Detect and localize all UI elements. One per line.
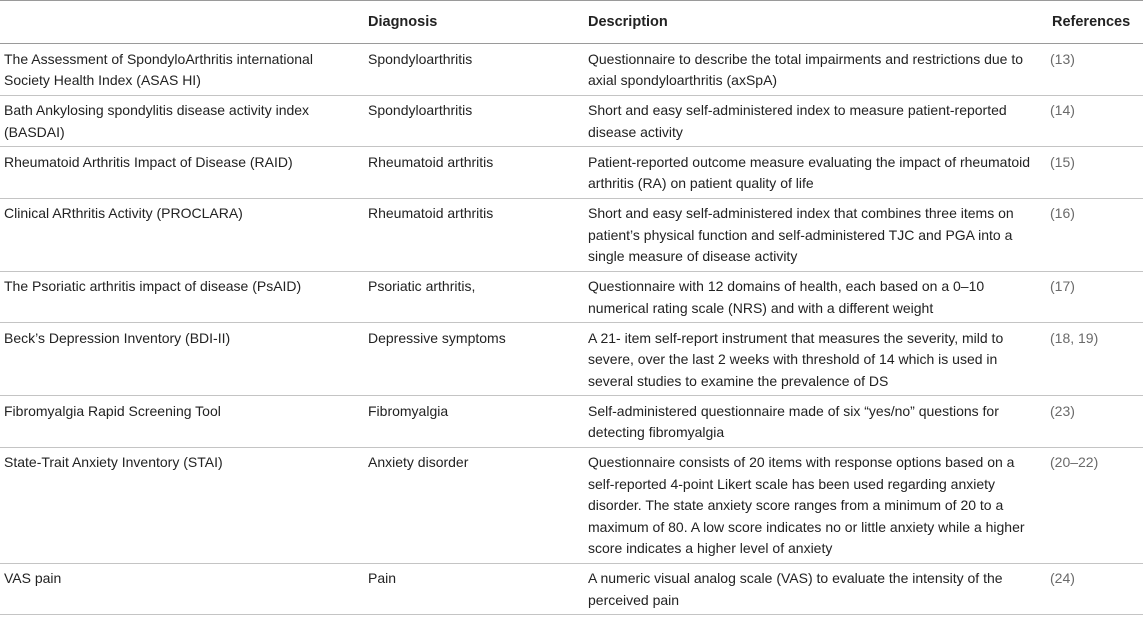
description-cell: A numeric visual analog scale (VAS) to evaluate the intensity of the perceived pain — [588, 570, 1003, 608]
reference-link[interactable]: (17) — [1050, 278, 1075, 294]
description-cell: Questionnaire with 12 domains of health, each based on a 0–10 numerical rating scale (NRS) and with a different weight — [588, 278, 985, 316]
diagnosis-cell: Pain — [368, 570, 397, 586]
description-cell: Short and easy self-administered index to measure patient-reported disease activity — [588, 102, 1007, 140]
description-cell: A 21- item self-report instrument that measures the severity, mild to severe, over the last 2 weeks with threshold of 14 which is used in several studies to examine the prevalence of DS — [588, 329, 1004, 389]
instrument-cell: State-Trait Anxiety Inventory (STAI) — [4, 454, 223, 470]
instrument-cell: Clinical ARthritis Activity (PROCLARA) — [4, 205, 243, 221]
reference-link[interactable]: (24) — [1050, 570, 1075, 586]
header-diagnosis: Diagnosis — [368, 14, 438, 30]
instrument-cell: VAS pain — [4, 570, 62, 586]
diagnosis-cell: Spondyloarthritis — [368, 102, 473, 118]
table-body — [0, 44, 1143, 615]
header-row — [0, 1, 1143, 44]
instrument-cell: The Assessment of SpondyloArthritis international Society Health Index (ASAS HI) — [4, 50, 313, 88]
description-cell: Questionnaire consists of 20 items with response options based on a self-reported 4-point Likert scale has been used regarding anxiety disorder. The state anxiety score ranges from a minimum of 20 to a maximum of 80. A low score indicates no or little anxiety while a higher score indicates a higher level of anxiety — [588, 454, 1025, 556]
description-cell: Self-administered questionnaire made of six “yes/no” questions for detecting fibromyalgia — [588, 402, 999, 440]
reference-link[interactable]: (20–22) — [1050, 454, 1099, 470]
reference-link[interactable]: (16) — [1050, 205, 1075, 221]
description-cell: Questionnaire to describe the total impairments and restrictions due to axial spondyloarthritis (axSpA) — [588, 50, 1024, 88]
table-row — [0, 396, 1143, 448]
diagnosis-cell: Depressive symptoms — [368, 329, 506, 346]
diagnosis-cell: Rheumatoid arthritis — [368, 153, 494, 170]
reference-link[interactable]: (15) — [1050, 153, 1075, 170]
diagnosis-cell: Anxiety disorder — [368, 454, 469, 470]
reference-link[interactable]: (23) — [1050, 402, 1075, 419]
diagnosis-cell: Psoriatic arthritis, — [368, 278, 476, 294]
instrument-cell: Rheumatoid Arthritis Impact of Disease (RAID) — [4, 153, 293, 170]
table-row — [0, 323, 1143, 396]
instrument-cell: Beck’s Depression Inventory (BDI-II) — [4, 329, 231, 346]
reference-link[interactable]: (18, 19) — [1050, 329, 1099, 346]
table-row — [0, 563, 1143, 615]
table-header — [0, 1, 1143, 44]
header-description: Description — [588, 14, 668, 30]
table-row — [0, 271, 1143, 323]
diagnosis-cell: Spondyloarthritis — [368, 50, 473, 67]
diagnosis-cell: Rheumatoid arthritis — [368, 205, 494, 221]
table-row — [0, 198, 1143, 271]
header-references: References — [1052, 14, 1131, 30]
header-instrument — [0, 1, 368, 44]
instrument-cell: The Psoriatic arthritis impact of disease (PsAID) — [4, 278, 302, 294]
table-row — [0, 147, 1143, 199]
reference-link[interactable]: (13) — [1050, 50, 1075, 67]
table-row — [0, 95, 1143, 147]
instrument-cell: Fibromyalgia Rapid Screening Tool — [4, 402, 221, 419]
instrument-cell: Bath Ankylosing spondylitis disease activity index (BASDAI) — [4, 102, 310, 140]
reference-link[interactable]: (14) — [1050, 102, 1075, 118]
diagnosis-cell: Fibromyalgia — [368, 402, 449, 419]
description-cell: Short and easy self-administered index that combines three items on patient’s physical function and self-administered TJC and PGA into a single measure of disease activity — [588, 205, 1014, 264]
table-row — [0, 447, 1143, 563]
table-row — [0, 44, 1143, 96]
description-cell: Patient-reported outcome measure evaluating the impact of rheumatoid arthritis (RA) on patient quality of life — [588, 153, 1031, 191]
